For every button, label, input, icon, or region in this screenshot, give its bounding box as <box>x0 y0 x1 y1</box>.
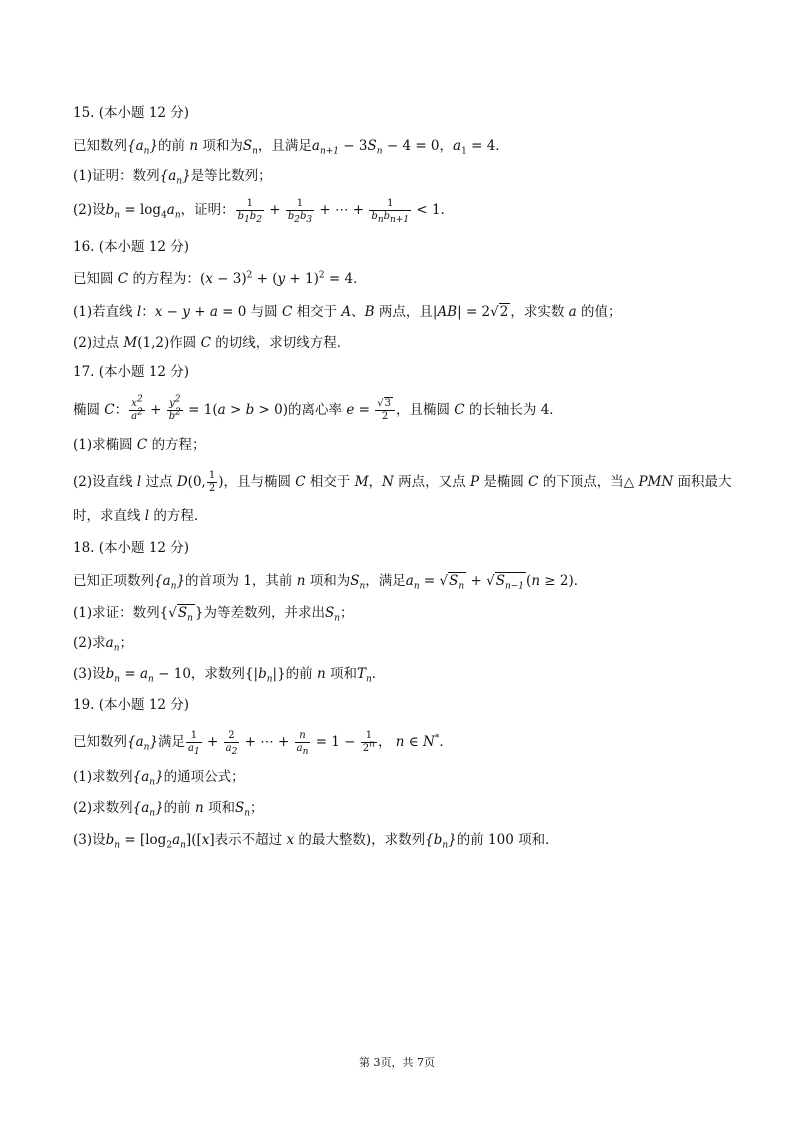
q17-header: 17. (本小题 12 分) <box>73 364 190 380</box>
q19-part2: (2)求数列$\{a_n\}$的前 n 项和$S_n$； <box>73 800 264 819</box>
q18-stem: 已知正项数列$\{a_n\}$的首项为 1，其前 n 项和为$S_n$，满足$a_n = √S_n + √S_{n-1}$ (n ≥ 2)． <box>73 573 588 592</box>
q19-part3: (3)设$b_n = [\log_2a_n]([x]$表示不超过 x 的最大整数)，求数列$\{b_n\}$的前 100 项和． <box>73 832 559 851</box>
q17-stem: 椭圆 C： $\frac{x^2}{a^2}$ + $\frac{y^2}{b^2}$ = 1(a > b > 0)的离心率 e = $\frac{√3}{2}$ ，且椭圆 C 的长轴长为 4． <box>73 394 563 422</box>
page-footer: 第 3页，共 7页 <box>359 1056 435 1069</box>
q16-stem: 已知圆 C 的方程为：$(x - 3)^2 + (y + 1)^2 = 4$． <box>73 270 367 287</box>
q18-part1: (1)求证：数列{$√S_n$ }为等差数列，并求出$S_n$； <box>73 605 354 624</box>
q19-part1: (1)求数列$\{a_n\}$的通项公式； <box>73 769 245 788</box>
q16-part1: (1)若直线 l：x − y + a = 0 与圆 C 相交于 A、B 两点，且|AB| = 2√2 ，求实数 a 的值； <box>73 304 622 320</box>
q17-part2-line2: 时，求直线 l 的方程． <box>73 508 208 524</box>
q19-header: 19. (本小题 12 分) <box>73 697 190 713</box>
q17-part1: (1)求椭圆 C 的方程； <box>73 437 206 453</box>
q16-header: 16. (本小题 12 分) <box>73 239 190 255</box>
q16-part2: (2)过点 M(1,2)作圆 C 的切线，求切线方程． <box>73 335 351 351</box>
q15-stem: 已知数列$\{a_n\}$的前 n 项和为$S_n$，且满足$a_{n+1} - 3S_n - 4 = 0$，$a_1 = 4$． <box>73 138 509 157</box>
q15-part1: (1)证明：数列$\{a_n\}$是等比数列； <box>73 168 272 187</box>
q18-header: 18. (本小题 12 分) <box>73 540 190 556</box>
q19-stem: 已知数列$\{a_n\}$满足 $\frac{1}{a_1}$ + $\frac{2}{a_2}$ + ⋯ + $\frac{n}{a_n}$ = 1 − $\frac{1}{2^n}$ ， n ∈ N*． <box>73 730 453 757</box>
q18-part3: (3)设$b_n = a_n - 10$，求数列$\{|b_n|\}$的前 n 项和$T_n$． <box>73 666 386 685</box>
q15-header: 15. (本小题 12 分) <box>73 105 190 121</box>
q18-part2: (2)求$a_n$； <box>73 635 133 654</box>
q17-part2-line1: (2)设直线 l 过点 D(0, $\frac{1}{2}$ )，且与椭圆 C 相交于 M，N 两点，又点 P 是椭圆 C 的下顶点，当△ PMN 面积最大 <box>73 470 732 494</box>
q15-part2: (2)设$b_n = \log_4a_n$，证明： $\frac{1}{b_1b_2}$ + $\frac{1}{b_2b_3}$ + ⋯ + $\frac{1}{b_nb_{n+1}}$ < 1． <box>73 198 455 225</box>
